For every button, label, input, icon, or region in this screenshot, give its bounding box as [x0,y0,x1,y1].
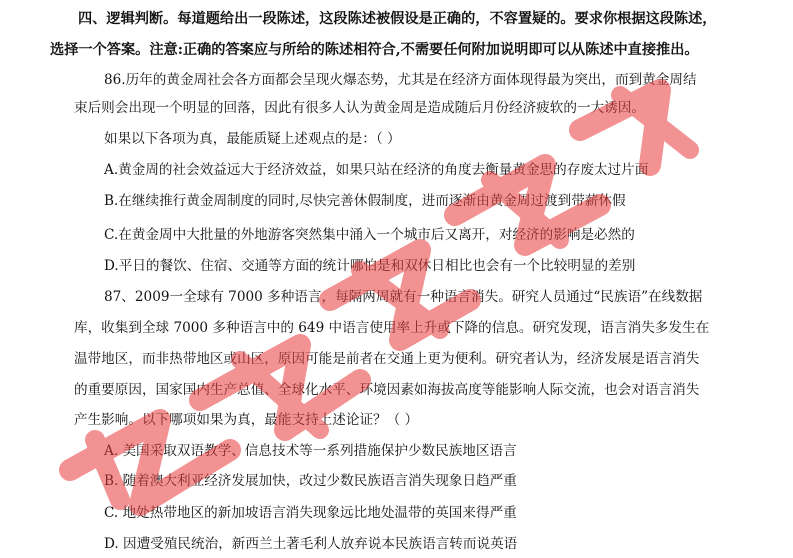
question-87-stem-line-2: 库，收集到全球 7000 多种语言中的 649 中语言使用率上升或下降的信息。研究发现，语言消失多发生在 [74,320,710,336]
question-86-stem-line-1: 86.历年的黄金周社会各方面都会呈现火爆态势，尤其是在经济方面体现得最为突出，而到黄金周结 [104,72,697,88]
question-87-option-d: D. 因遭受殖民统治，新西兰土著毛利人放弃说本民族语言转而说英语 [104,536,518,552]
question-86-option-d: D.平日的餐饮、住宿、交通等方面的统计哪怕是和双休日相比也会有一个比较明显的差别 [104,258,636,274]
question-86-stem-line-2: 束后则会出现一个明显的回落，因此有很多人认为黄金周是造成随后月份经济疲软的一大诱因。 [74,100,645,116]
question-87-option-a: A. 美国采取双语教学、信息技术等一系列措施保护少数民族地区语言 [104,443,517,459]
question-86-prompt: 如果以下各项为真，最能质疑上述观点的是：（ ） [104,131,401,147]
question-86-option-c: C.在黄金周中大批量的外地游客突然集中涌入一个城市后又离开，对经济的影响是必然的 [104,227,635,243]
watermark-stroke [70,420,230,505]
section-header-line-1: 四、逻辑判断。每道题给出一段陈述，这段陈述被假设是正确的，不容置疑的。要求你根据这段陈述， [78,11,717,27]
section-header-line-2: 选择一个答案。注意:正确的答案应与所给的陈述相符合,不需要任何附加说明即可以从陈述中直接推出。 [50,42,699,58]
question-87-option-c: C. 地处热带地区的新加坡语言消失现象远比地处温带的英国来得严重 [104,505,517,521]
question-87-stem-line-5: 产生影响。以下哪项如果为真，最能支持上述论证？（ ） [74,412,419,428]
question-87-stem-line-1: 87、2009一全球有 7000 多种语言，每隔两周就有一种语言消失。研究人员通过“民族语”在线数据 [104,289,703,305]
question-87-stem-line-3: 温带地区，而非热带地区或山区，原因可能是前者在交通上更为便利。研究者认为，经济发展是语言消失 [74,351,700,367]
question-86-option-a: A.黄金周的社会效益远大于经济效益，如果只站在经济的角度去衡量黄金思的存废太过片面 [104,162,649,178]
question-87-option-b: B. 随着澳大利亚经济发展加快，改过少数民族语言消失现象日趋严重 [104,473,517,489]
question-87-stem-line-4: 的重要原因，国家国内生产总值、全球化水平、环境因素如海拔高度等能影响人际交流，也会对语言消失 [74,382,700,398]
question-86-option-b: B.在继续推行黄金周制度的同时,尽快完善休假制度，进而逐渐由黄金周过渡到带薪休假 [104,193,626,209]
